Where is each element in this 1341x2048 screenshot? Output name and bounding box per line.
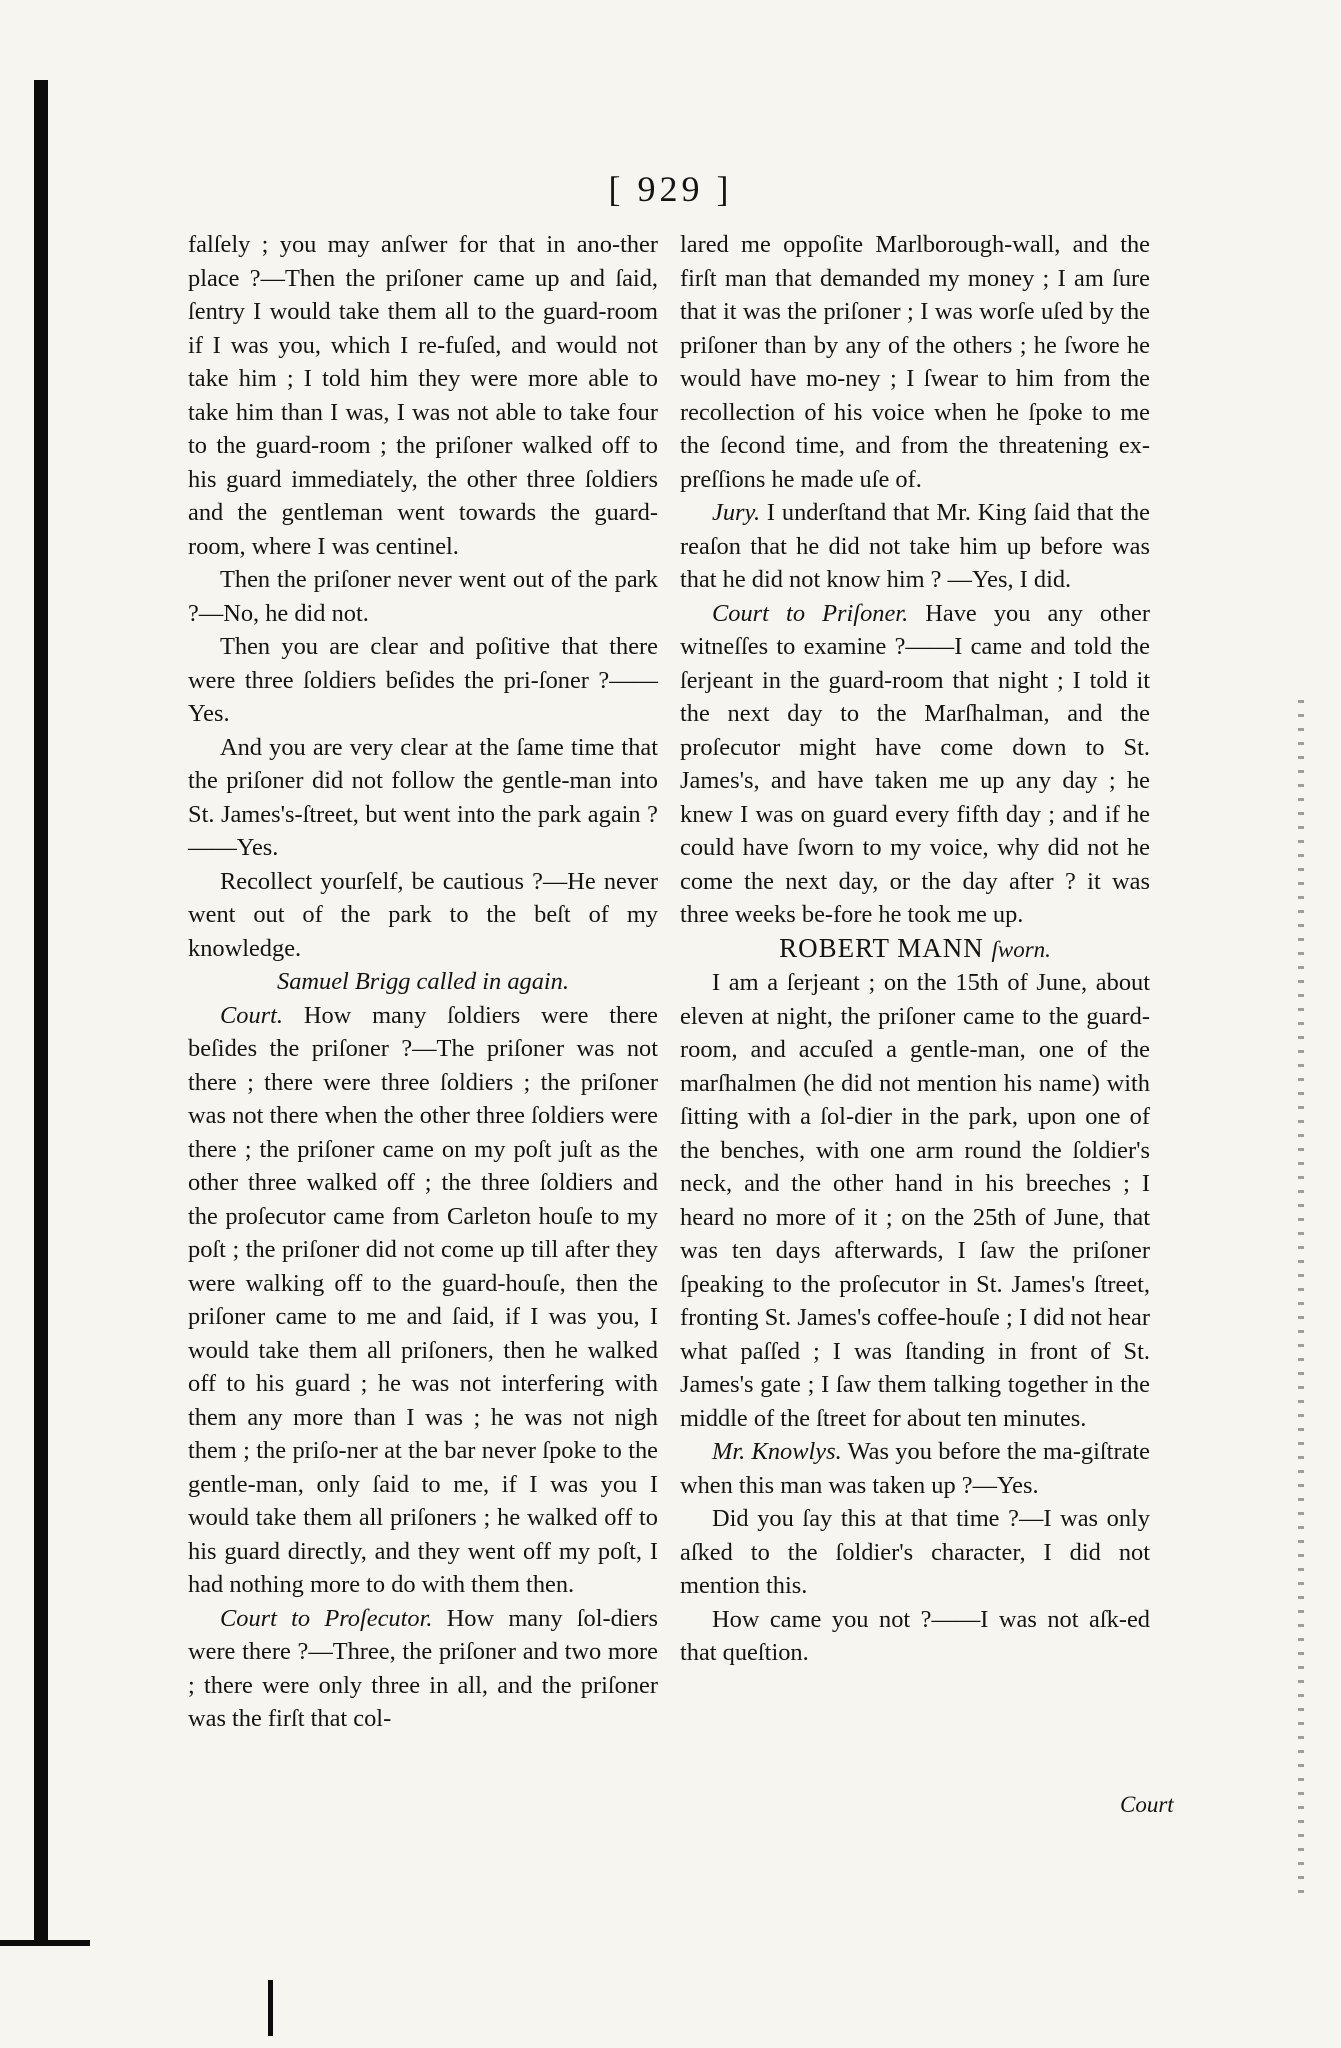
testimony-text: I underſtand that Mr. King ſaid that the reaſon that he did not take him up before was that he did not know him ? —Yes, I did. xyxy=(680,499,1150,593)
text-paragraph: I am a ſerjeant ; on the 15th of June, about eleven at night, the priſoner came to the guard-room, and accuſed a gentle-man, one of the marſhalmen (he did not mention his name) with ſitting with a ſol-dier in the park, upon one of the benches, with one arm round the ſoldier's neck, and the other hand in his breeches ; I heard no more of it ; on the 25th of June, that was ten days afterwards, I ſaw the priſoner ſpeaking to the proſecutor in St. James's ſtreet, fronting St. James's coffee-houſe ; I did not hear what paſſed ; I was ſtanding in front of St. James's gate ; I ſaw them talking together in the middle of the ſtreet for about ten minutes. xyxy=(680,969,1150,1432)
testimony-text: How many ſol-diers were there ?—Three, the priſoner and two more ; there were only three in all, and the priſoner was the firſt that col- xyxy=(188,1604,658,1732)
text-paragraph: Then you are clear and poſitive that there were three ſoldiers beſides the pri-ſoner ?——Yes. xyxy=(188,633,658,727)
scan-binding-edge xyxy=(34,80,48,1940)
testimony-paragraph xyxy=(680,1435,1150,1502)
witness-name: ROBERT MANN xyxy=(779,932,984,963)
text-paragraph: Recollect yourſelf, be cautious ?—He never went out of the park to the beſt of my knowledge. xyxy=(188,867,658,962)
catchword: Court xyxy=(1120,1792,1174,1817)
testimony-text: Was you before the ma-giſtrate when this man was taken up ?—Yes. xyxy=(680,1438,1150,1499)
text-paragraph: How came you not ?——I was not aſk-ed that queſtion. xyxy=(680,1605,1150,1666)
text-paragraph: Did you ſay this at that time ?—I was only aſked to the ſoldier's character, I did not mention this. xyxy=(680,1505,1150,1599)
page-number-header: [ 929 ] xyxy=(608,169,733,209)
speaker-label: Mr. Knowlys. xyxy=(712,1438,842,1465)
testimony-paragraph xyxy=(188,1602,658,1736)
speaker-label: Court. xyxy=(220,1001,284,1029)
right-column xyxy=(680,228,1150,1670)
testimony-text: Have you any other witneſſes to examine ?——I came and told the ſerjeant in the guard-room that night ; I told it the next day to the Marſhalman, and the proſecutor might have come down to St. James's, and have taken me up any day ; he knew I was on guard every fifth day ; and if he could have ſworn to my voice, why did not he come the next day, or the day after ? it was three weeks be-fore he took me up. xyxy=(680,599,1150,928)
text-paragraph: falſely ; you may anſwer for that in ano-ther place ?—Then the priſoner came up and ſaid, ſentry I would take them all to the guard-room if I was you, which I re-fuſed, and would not take him ; I told him they were more able to take him than I was, I was not able to take four to the guard-room ; the priſoner walked off to his guard immediately, the other three ſoldiers and the gentleman went towards the guard-room, where I was centinel. xyxy=(188,231,658,560)
scan-margin-noise xyxy=(1298,700,1304,1900)
left-column xyxy=(188,228,658,1736)
text-paragraph: Then the priſoner never went out of the park ?—No, he did not. xyxy=(188,566,658,627)
scan-mark xyxy=(268,1980,273,2036)
text-paragraph: And you are very clear at the ſame time that the priſoner did not follow the gentle-man into St. James's-ſtreet, but went into the park again ?——Yes. xyxy=(188,733,658,861)
testimony-text: How many ſoldiers were there beſides the priſoner ?—The priſoner was not there ; there were three ſoldiers ; the priſoner was not there when the other three ſoldiers were there ; the priſoner came on my poſt juſt as the other three walked off ; the three ſoldiers and the proſecutor came from Carleton houſe to my poſt ; the priſoner did not come up till after they were walking off to the guard-houſe, then the priſoner came to me and ſaid, if I was you, I would take them all priſoners, then he walked off to his guard ; he was not interfering with them any more than I was ; he was not nigh them ; the priſo-ner at the bar never ſpoke to the gentle-man, only ſaid to me, if I was you I would take them all priſoners ; he walked off to his guard directly, and they went off my poſt, I had nothing more to do with them then. xyxy=(188,1001,658,1598)
testimony-paragraph xyxy=(680,496,1150,597)
witness-sworn: ſworn. xyxy=(991,936,1051,962)
testimony-paragraph xyxy=(680,597,1150,932)
text-paragraph: lared me oppoſite Marlborough-wall, and the firſt man that demanded my money ; I am ſure that it was the priſoner ; I was worſe uſed by the priſoner than by any of the others ; he ſwore he would have mo-ney ; I ſwear to him from the recollection of his voice when he ſpoke to me the ſecond time, and from the threatening ex-preſſions he made uſe of. xyxy=(680,231,1150,493)
speaker-label: Jury. xyxy=(712,499,761,526)
speaker-label: Court to Proſecutor. xyxy=(220,1604,433,1632)
scan-binding-foot xyxy=(0,1940,90,1946)
speaker-label: Court to Priſoner. xyxy=(712,599,909,627)
witness-heading xyxy=(680,932,1150,967)
section-heading: Samuel Brigg called in again. xyxy=(277,968,569,995)
testimony-paragraph xyxy=(188,999,658,1602)
